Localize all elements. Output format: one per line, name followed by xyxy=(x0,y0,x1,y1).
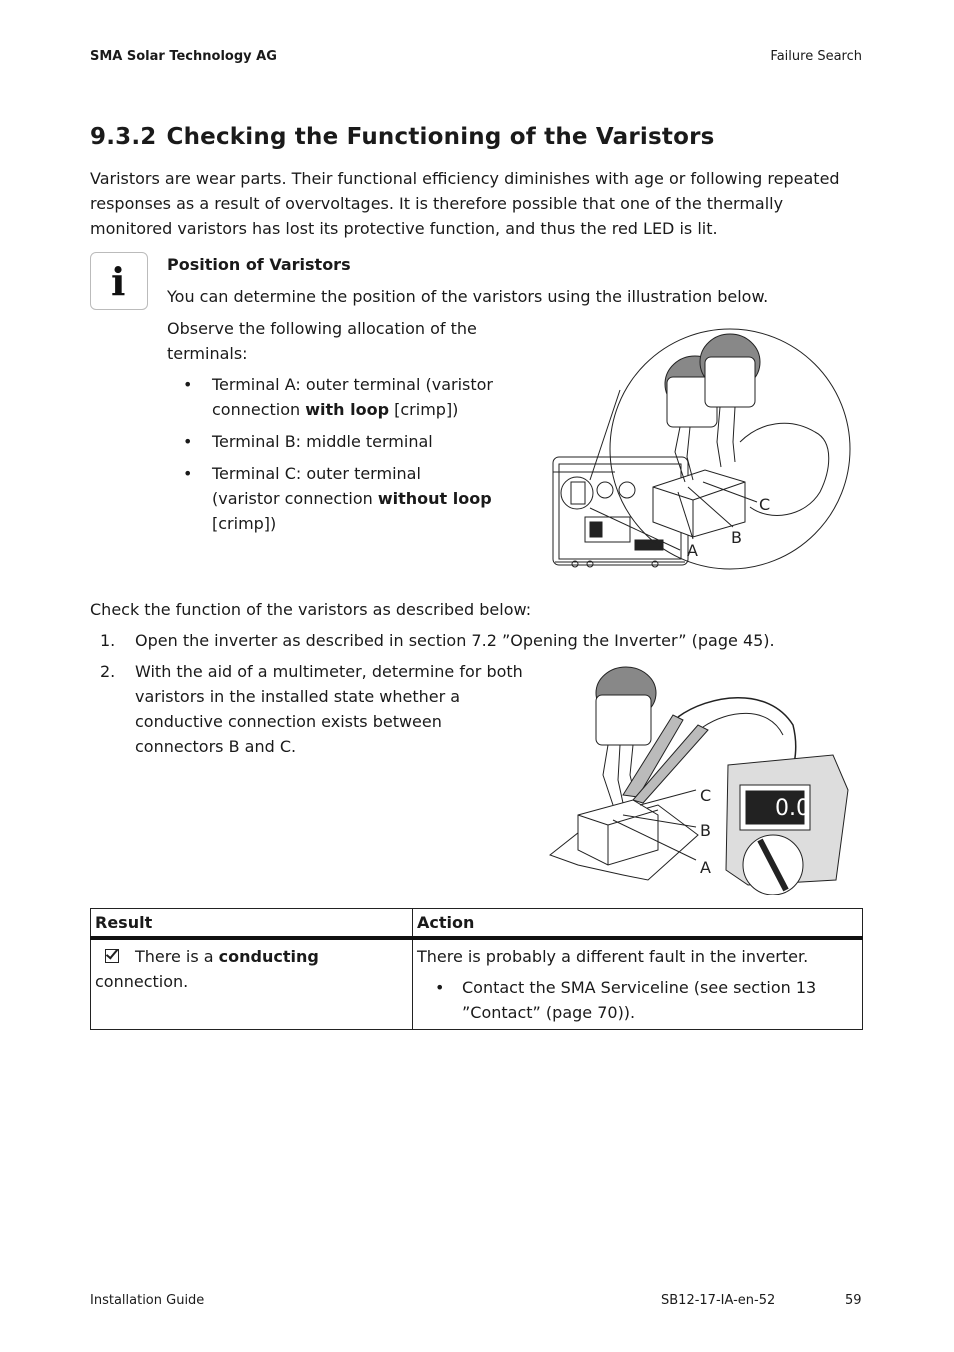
info-icon: i xyxy=(90,252,148,310)
figure2-label-c: C xyxy=(700,786,712,805)
footer-page-number: 59 xyxy=(845,1293,862,1308)
action-text: There is probably a different fault in the inverter. xyxy=(417,947,809,966)
result-cell: There is a conducting connection. xyxy=(91,938,413,1030)
figure1-label-a: A xyxy=(687,541,698,560)
figure1-label-b: B xyxy=(731,528,742,547)
action-cell xyxy=(413,938,863,1030)
header-chapter: Failure Search xyxy=(770,49,862,64)
figure2-label-b: B xyxy=(700,821,711,840)
section-title xyxy=(90,124,715,150)
note-title: Position of Varistors xyxy=(167,255,351,274)
varistor-position-illustration xyxy=(535,322,855,577)
table-header-result: Result xyxy=(91,909,413,939)
action-bullet: • Contact the SMA Serviceline (see section 13 ”Contact” (page 70)). xyxy=(435,978,817,1022)
table-row xyxy=(91,938,863,1030)
list-item: • Terminal C: outer terminal (varistor connection without loop [crimp]) xyxy=(183,464,492,533)
footer-doc-id: SB12-17-IA-en-52 xyxy=(661,1293,776,1308)
figure1-label-c: C xyxy=(759,495,771,514)
multimeter-display: 0.0 xyxy=(775,796,810,821)
terminal-list xyxy=(183,372,493,543)
header-company: SMA Solar Technology AG xyxy=(90,49,277,64)
check-intro: Check the function of the varistors as described below: xyxy=(90,600,532,619)
step-item: 1. Open the inverter as described in section 7.2 ”Opening the Inverter” (page 45). xyxy=(100,631,775,650)
note-observe: Observe the following allocation of the terminals: xyxy=(167,319,477,363)
step-item: 2. With the aid of a multimeter, determine for both varistors in the installed state whether a conductive connection exists between connectors B and C. xyxy=(100,662,523,756)
checkbox-icon xyxy=(105,949,119,963)
result-table xyxy=(90,908,863,1030)
figure2-label-a: A xyxy=(700,858,711,877)
table-header-action: Action xyxy=(413,909,863,939)
list-item: • Terminal A: outer terminal (varistor connection with loop [crimp]) xyxy=(183,375,493,419)
footer-doc-type: Installation Guide xyxy=(90,1293,205,1308)
note-text: You can determine the position of the varistors using the illustration below. xyxy=(167,287,769,306)
intro-paragraph: Varistors are wear parts. Their functional efficiency diminishes with age or following repeated responses as a result of overvoltages. It is therefore possible that one of the thermally monitored varistors has lost its protective function, and thus the red LED is lit. xyxy=(90,169,840,238)
multimeter-illustration xyxy=(548,665,853,895)
section-number: 9.3.2 xyxy=(90,124,157,150)
list-item: • Terminal B: middle terminal xyxy=(183,432,433,451)
section-title-text: Checking the Functioning of the Varistors xyxy=(166,124,715,150)
